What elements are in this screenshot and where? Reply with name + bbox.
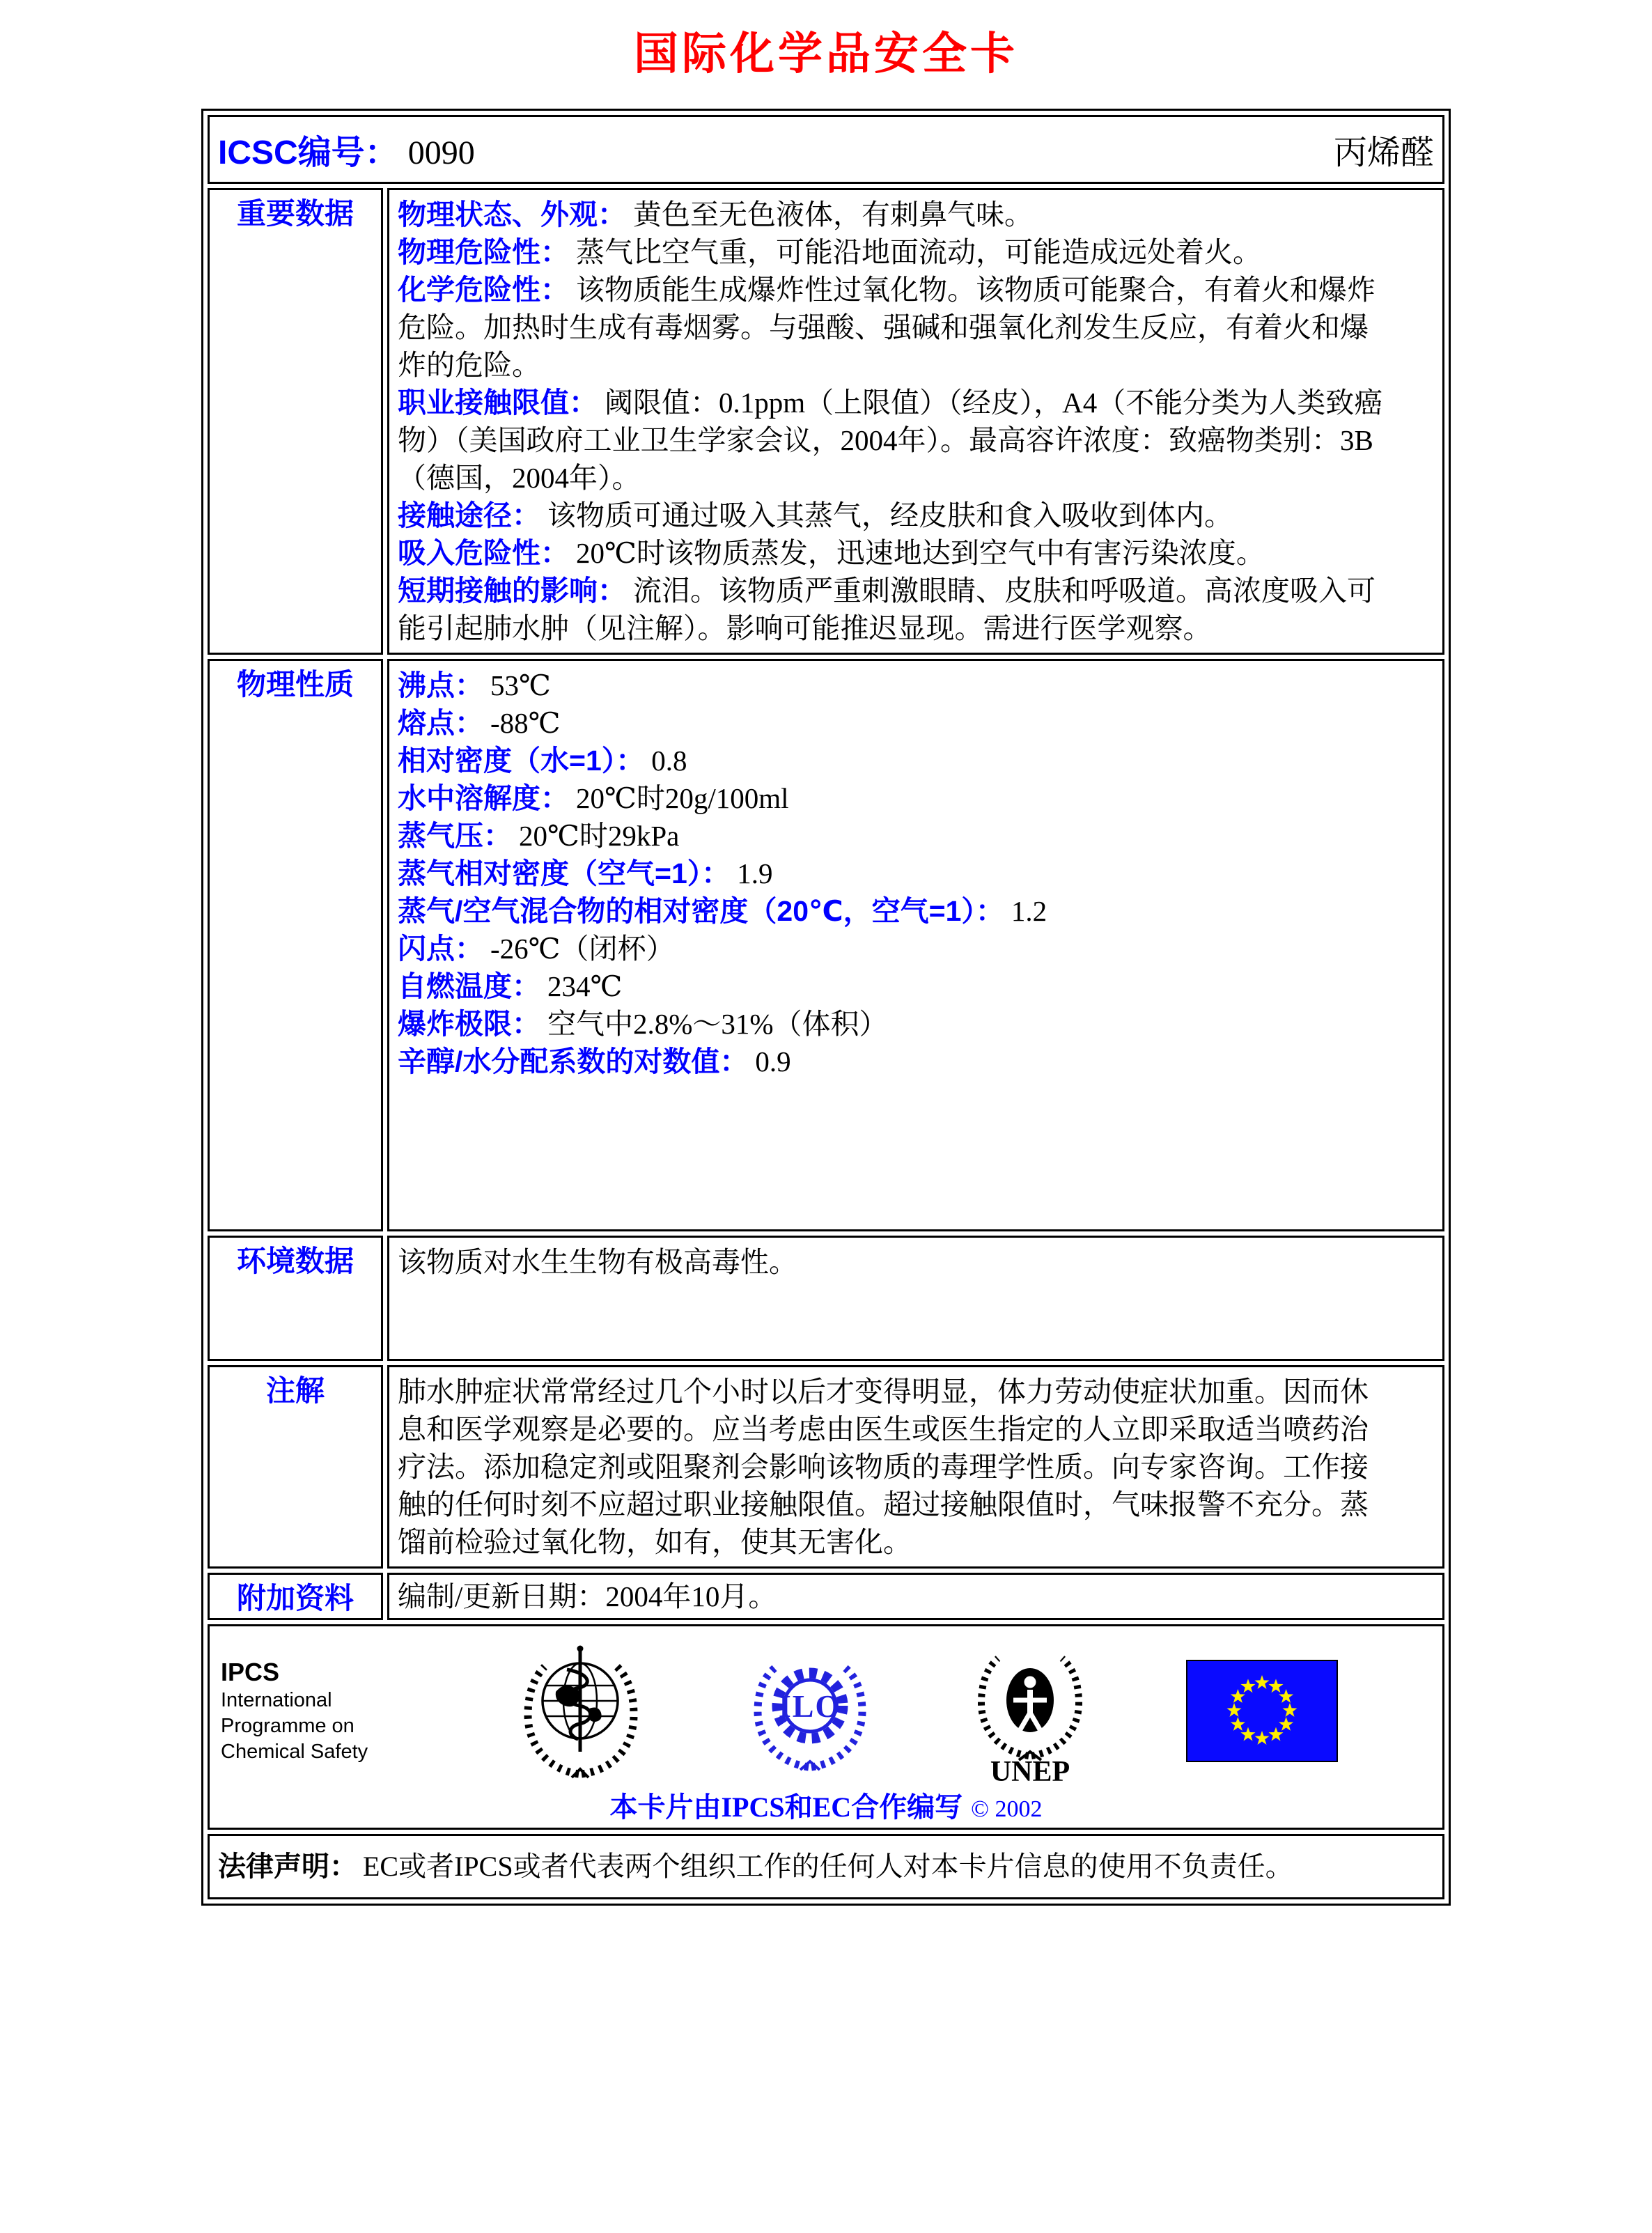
logos-cell — [208, 1624, 1444, 1830]
environmental-data-content: 该物质对水生生物有极高毒性。 — [387, 1236, 1444, 1361]
ipcs-wordmark: IPCS International Programme on Chemical Safety — [221, 1657, 416, 1765]
physical-item: 闪点： -26℃（闭杯） — [398, 933, 675, 965]
legal-notice-text: EC或者IPCS或者代表两个组织工作的任何人对本卡片信息的使用不负责任。 — [363, 1851, 1293, 1882]
important-item: 吸入危险性： 20℃时该物质蒸发，迅速地达到空气中有害污染浓度。 — [398, 537, 1265, 569]
icsc-number-group — [218, 125, 475, 173]
section-label-notes: 注解 — [208, 1365, 383, 1569]
icsc-card-table — [201, 109, 1451, 1906]
important-item: 化学危险性： 该物质能生成爆炸性过氧化物。该物质可能聚合，有着火和爆炸危险。加热时生成有毒烟雾。与强酸、强碱和强氧化剂发生反应，有着火和爆炸的危险。 — [398, 274, 1376, 381]
legal-notice-label: 法律声明： — [218, 1851, 357, 1882]
physical-properties-row — [208, 659, 1444, 1231]
important-item: 物理状态、外观： 黄色至无色液体，有刺鼻气味。 — [398, 199, 1033, 231]
important-data-content — [387, 188, 1444, 655]
notes-row — [208, 1365, 1444, 1569]
icsc-number-value: 0090 — [407, 134, 475, 171]
important-data-row — [208, 188, 1444, 655]
page-title: 国际化学品安全卡 — [634, 29, 1018, 79]
copyright: © 2002 — [971, 1796, 1043, 1822]
physical-item: 蒸气相对密度（空气=1）： 1.9 — [398, 857, 773, 889]
header-row — [208, 115, 1444, 184]
physical-item: 相对密度（水=1）： 0.8 — [398, 745, 687, 777]
physical-item: 蒸气/空气混合物的相对密度（20℃，空气=1）： 1.2 — [398, 895, 1047, 927]
physical-item: 爆炸极限： 空气中2.8%～31%（体积） — [398, 1008, 888, 1040]
who-logo-icon — [514, 1642, 646, 1780]
physical-item: 熔点： -88℃ — [398, 707, 561, 739]
environmental-data-row — [208, 1236, 1444, 1361]
logos-strip — [210, 1636, 1442, 1785]
important-item: 物理危险性： 蒸气比空气重，可能沿地面流动，可能造成远处着火。 — [398, 236, 1261, 268]
card-caption: 本卡片由IPCS和EC合作编写 © 2002 — [609, 1791, 1043, 1823]
important-item: 短期接触的影响： 流泪。该物质严重刺激眼睛、皮肤和呼吸道。高浓度吸入可能引起肺水肿（见注解）。影响可能推迟显现。需进行医学观察。 — [398, 575, 1376, 644]
important-item: 接触途径： 该物质可通过吸入其蒸气，经皮肤和食入吸收到体内。 — [398, 499, 1233, 531]
physical-item: 沸点： 53℃ — [398, 669, 551, 701]
svg-text:ILO: ILO — [778, 1688, 841, 1724]
icsc-number-label: ICSC编号： — [218, 134, 398, 171]
additional-info-content — [387, 1573, 1444, 1620]
physical-item: 水中溶解度： 20℃时20g/100ml — [398, 782, 789, 814]
update-date-key: 编制/更新日期： — [398, 1580, 606, 1612]
section-label-physical: 物理性质 — [208, 659, 383, 1231]
ilo-logo-icon — [745, 1650, 875, 1771]
ipcs-title: IPCS — [221, 1657, 280, 1686]
update-date-value: 2004年10月。 — [605, 1580, 777, 1612]
section-label-additional: 附加资料 — [208, 1573, 383, 1620]
header-cell — [208, 115, 1444, 184]
unep-logo-icon — [973, 1636, 1088, 1785]
logos-row — [208, 1624, 1444, 1830]
physical-item: 辛醇/水分配系数的对数值： 0.9 — [398, 1045, 791, 1077]
svg-text:UNEP: UNEP — [990, 1756, 1070, 1785]
legal-notice — [208, 1834, 1444, 1899]
legal-row — [208, 1834, 1444, 1899]
notes-content: 肺水肿症状常常经过几个小时以后才变得明显，体力劳动使症状加重。因而休息和医学观察是必要的。应当考虑由医生或医生指定的人立即采取适当喷药治疗法。添加稳定剂或阻聚剂会影响该物质的毒理学性质。向专家咨询。工作接触的任何时刻不应超过职业接触限值。超过接触限值时，气味报警不充分。蒸馏前检验过氧化物，如有，使其无害化。 — [387, 1365, 1444, 1569]
physical-item: 蒸气压： 20℃时29kPa — [398, 820, 680, 852]
physical-properties-content — [387, 659, 1444, 1231]
eu-flag-icon — [1186, 1660, 1338, 1762]
section-label-important: 重要数据 — [208, 188, 383, 655]
important-item: 职业接触限值： 阈限值：0.1ppm（上限值）（经皮），A4（不能分类为人类致癌物）（美国政府工业卫生学家会议，2004年）。最高容许浓度：致癌物类别：3B（德国，2004年）。 — [398, 387, 1383, 494]
chemical-name: 丙烯醛 — [1333, 134, 1434, 171]
additional-info-row — [208, 1573, 1444, 1620]
physical-item: 自燃温度： 234℃ — [398, 970, 623, 1002]
section-label-environment: 环境数据 — [208, 1236, 383, 1361]
